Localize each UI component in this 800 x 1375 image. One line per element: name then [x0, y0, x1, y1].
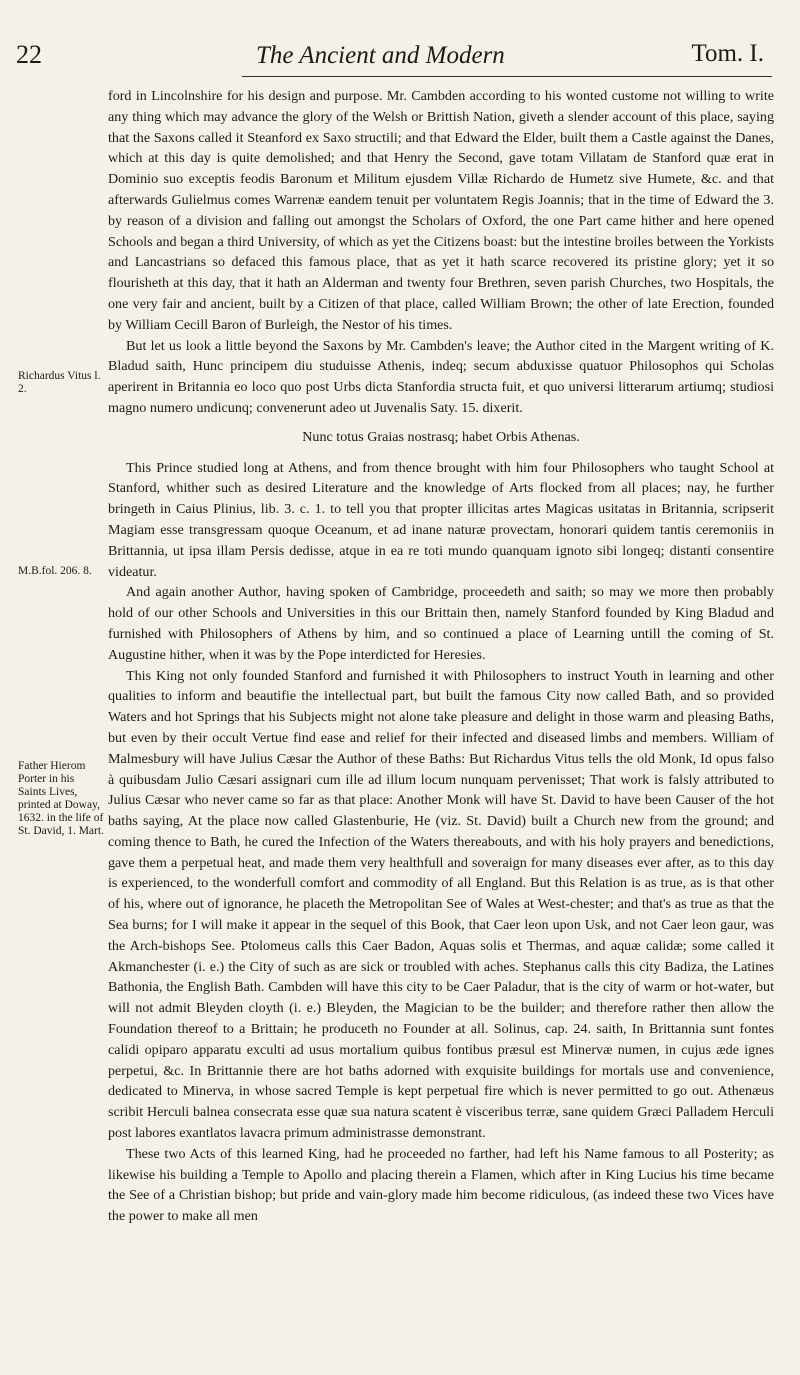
margin-note: Father Hierom Porter in his Saints Lives, printed at Doway, 1632. in the life of St. David, 1. Mart.	[18, 760, 104, 837]
paragraph: This Prince studied long at Athens, and from thence brought with him four Philosophers who taught School at Stanford, whither such as desired Literature and the knowledge of Arts flocked from all places; nay, he further bringeth in Caius Plinius, lib. 3. c. 1. to tell you that propter illicitas artes Magicas usitatas in Britannia, scripserit Magiam esse transgressam quoque Oceanum, et ad inane naturæ provectam, honorari quidem tantis ceremoniis in Brittannia, ut ipsa illam Persis dedisse, atque in ea re toti mundo quanquam ignoto sibi longeq; distanti consentire videatur.	[108, 459, 774, 580]
paragraph: This King not only founded Stanford and furnished it with Philosophers to instruct Youth in learning and other qualities to inform and beautifie the intellectual part, but built the famous City now called Bath, and so provided Waters and hot Springs that his Subjects might not alone take pleasure and delight in those warm and pleasing Baths, but even by their occult Vertue find ease and relief for their infected and diseased limbs and members. William of Malmesbury will have Julius Cæsar the Author of these Baths: But Richardus Vitus tells the old Monk, Id opus falso à quibusdam Julio Cæsari assignari cum ille ad illum locum nunquam pervenisset; That work is falsly attributed to Julius Cæsar who never came so far as that place: Another Monk will have St. David to have been Causer of the hot baths saying, At the place now called Glastenburie, He (viz. St. David) built a Church new from the ground; and coming thence to Bath, he cured the Infection of the Waters thereabouts, and with his holy prayers and benedictions, gave them a perpetual heat, and made them very healthfull and soveraign for many diseases ever after, as to this day is experienced, to the wonderfull comfort and commodity of all England. But this Relation is as true, as is that other of his, where out of ignorance, he placeth the Metropolitan See of Wales at West-chester; and that's as true as that the Sea burns; for I will make it appear in the sequel of this Book, that Caer leon upon Usk, and not Caer leon gaur, was the Arch-bishops See. Ptolomeus calls this Caer Badon, Aquas solis et Thermas, and aquæ calidæ; some called it Akmanchester (i. e.) the City of such as are sick or troubled with aches. Stephanus calls this city Badiza, the Latines Bathonia, the English Bath. Cambden will have this city to be Caer Paladur, that is the city of warm or hot-water, but will not admit Bleyden cloyth (i. e.) Bleyden, the Magician to be the builder; and therefore rather then allow the Foundation thereof to a Brittain; he produceth no Founder at all. Solinus, cap. 24. saith, In Brittannia sunt fontes calidi opiparo apparatu exculti ad usus mortalium quibus fontibus præsul est Minervæ numen, in cujus æde ignes perpetui, &c. In Brittannie there are hot baths adorned with exquisite buildings for mortals use and convenience, dedicated to Minerva, in whose sacred Temple is kept perpetual fire which is never permitted to go out. Athenæus scribit Herculi balnea consecrata esse quæ sua natura scatent è visceribus terræ, sane quidem Græci Palladem Herculi post labores exantlatos lavacra primum administrasse demonstrant.	[108, 667, 774, 1142]
paragraph: ford in Lincolnshire for his design and purpose. Mr. Cambden according to his wonted custome not willing to write any thing which may advance the glory of the Welsh or Brittish Nation, giveth a slender account of this place, saying that the Saxons called it Steanford ex Saxo structili; and that Edward the Elder, built them a Castle against the Danes, which at this day is quite demolished; and that Henry the Second, gave totam Villatam de Stanford quæ erat in Dominio suo exceptis feodis Baronum et Militum ejusdem Villæ Richardo de Humetz sive Humete, &c. and that afterwards Gulielmus comes Warrenæ eandem tenuit per voluntatem Regis Joannis; that in the time of Edward the 3. by reason of a division and falling out amongst the Scholars of Oxford, the one Part came hither and here opened Schools and began a third University, of which as yet the Citizens boast: but the intestine broiles between the Yorkists and Lancastrians so defaced this famous place, that as yet it hath scarce recovered its pristine glory; yet it so flourisheth at this day, that it hath an Alderman and twenty four Brethren, seven parish Churches, two Hospitals, the one very fair and ancient, built by a Citizen of that place, called William Brown; the other of late Erection, founded by William Cecill Baron of Burleigh, the Nestor of his times.	[108, 88, 774, 333]
tome-label: Tom. I.	[691, 40, 764, 67]
page-number: 22	[16, 40, 42, 69]
margin-note: Richardus Vitus l. 2.	[18, 370, 101, 395]
page-body	[108, 86, 774, 1227]
paragraph: These two Acts of this learned King, had he proceeded no farther, had left his Name famous to all Posterity; as likewise his building a Temple to Apollo and placing therein a Flamen, which after in King Lucius his time became the See of a Christian bishop; but pride and vain-glory made him become ridiculous, (as indeed these two Vices have the power to make all men	[108, 1145, 774, 1225]
paragraph: And again another Author, having spoken of Cambridge, proceedeth and saith; so may we more then probably hold of our other Schools and Universities in this our Brittain then, namely Stanford founded by King Bladud and furnished with Philosophers of Athens by him, and so continued a place of Learning untill the coming of St. Augustine hither, when it was by the Pope interdicted for Heresies.	[108, 584, 774, 663]
margin-note: M.B.fol. 206. 8.	[18, 565, 92, 577]
header-rule	[242, 76, 772, 77]
paragraph: But let us look a little beyond the Saxons by Mr. Cambden's leave; the Author cited in the Margent writing of K. Bladud saith, Hunc principem diu studuisse Athenis, indeq; secum abduxisse quatuor Philosophos qui Scholas aperirent in Britannia eo loco quo post Urbs dicta Stanfordia structa fuit, et quo universi litterarum artiumq; studiosi magno numero undicunq; convenerunt adeo ut Juvenalis Saty. 15. dixerit.	[108, 337, 774, 416]
running-title: The Ancient and Modern	[256, 42, 505, 69]
running-header	[16, 40, 764, 84]
verse-quotation: Nunc totus Graias nostrasq; habet Orbis Athenas.	[302, 428, 580, 445]
